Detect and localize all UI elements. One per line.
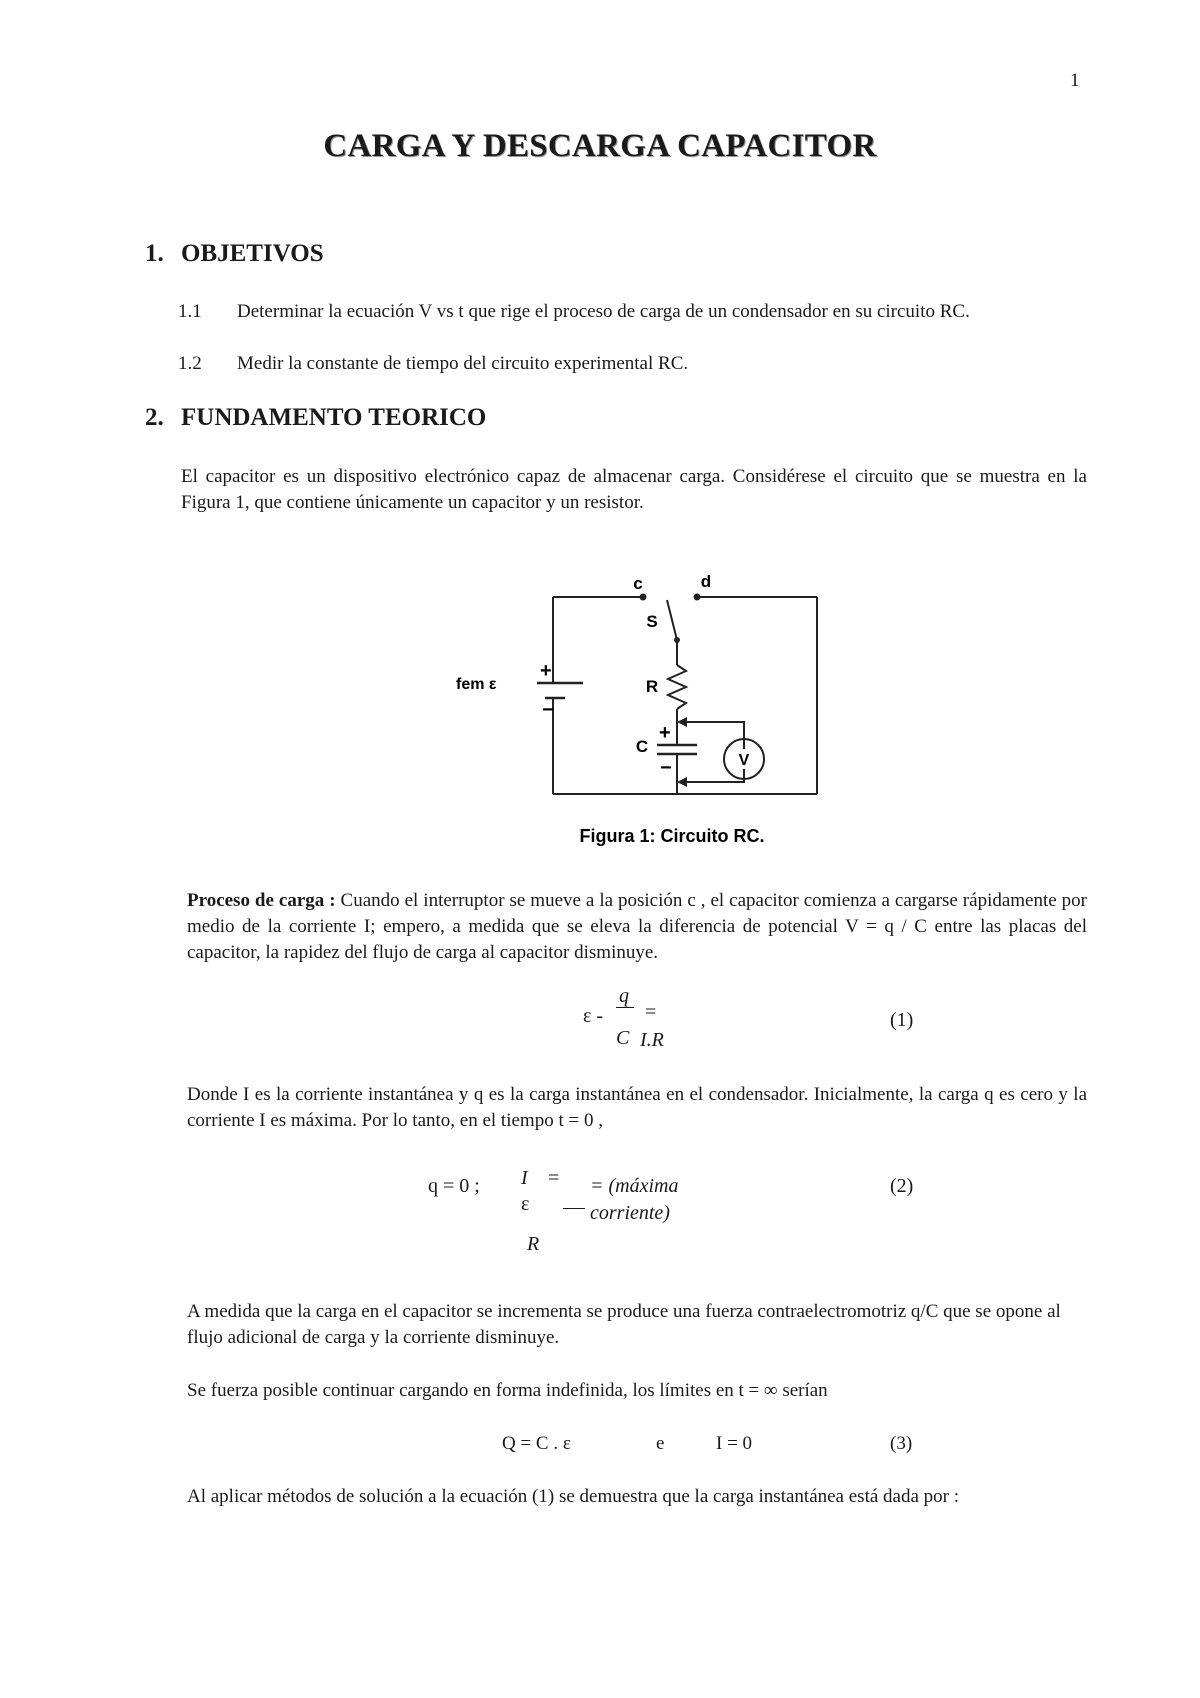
intro-paragraph: El capacitor es un dispositivo electrónico capaz de almacenar carga. Considérese el circuito que se muestra en la Figura 1, que contiene únicamente un capacitor y un resistor. bbox=[181, 466, 1087, 513]
resistor-zigzag bbox=[668, 665, 686, 709]
terminal-c-dot bbox=[640, 594, 647, 601]
arrowhead-bottom bbox=[677, 777, 687, 787]
eq2-epsilon: ε bbox=[521, 1193, 530, 1215]
objective-number: 1.2 bbox=[178, 353, 202, 374]
eq3-left: Q = C . ε bbox=[502, 1433, 571, 1454]
eq2-right-line2: corriente) bbox=[590, 1202, 670, 1224]
eq1-fraction-bar bbox=[616, 1007, 634, 1008]
page-number: 1 bbox=[1070, 70, 1080, 91]
fuerza-paragraph: Se fuerza posible continuar cargando en forma indefinida, los límites en t = ∞ serían bbox=[187, 1380, 828, 1401]
charging-process-label: Proceso de carga : bbox=[187, 890, 336, 911]
terminal-d-dot bbox=[694, 594, 701, 601]
label-r: R bbox=[645, 677, 659, 696]
label-c: c bbox=[633, 574, 643, 593]
eq3-number: (3) bbox=[890, 1433, 913, 1454]
charging-process-paragraph bbox=[187, 888, 1087, 966]
medida-paragraph: A medida que la carga en el capacitor se incrementa se produce una fuerza contraelectromotriz q/C que se opone al flujo adicional de carga y la corriente disminuye. bbox=[187, 1301, 1061, 1348]
switch-blade bbox=[667, 600, 677, 640]
eq2-right-line1: = (máxima bbox=[590, 1175, 679, 1197]
section-2-title: FUNDAMENTO TEORICO bbox=[181, 404, 487, 431]
eq2-current-i: I bbox=[521, 1167, 528, 1189]
eq1-epsilon: ε - bbox=[583, 1005, 604, 1027]
equation-1 bbox=[0, 985, 1200, 1055]
objective-item bbox=[0, 299, 1200, 351]
eq1-numerator-q: q bbox=[619, 985, 629, 1007]
rc-circuit-figure bbox=[440, 555, 840, 855]
objective-text: Medir la constante de tiempo del circuito experimental RC. bbox=[237, 353, 689, 374]
eq3-right: I = 0 bbox=[716, 1433, 753, 1454]
label-battery-minus: − bbox=[542, 699, 554, 721]
label-battery-plus: + bbox=[540, 660, 552, 682]
section-2-heading bbox=[145, 404, 486, 432]
document-title: CARGA Y DESCARGA CAPACITOR bbox=[323, 128, 877, 164]
eq2-number: (2) bbox=[890, 1175, 914, 1197]
charging-process-text: Cuando el interruptor se mueve a la posición c , el capacitor comienza a cargarse rápidamente por medio de la corriente I; empero, a medida que se eleva la diferencia de potencial V = q / C entre las placas del capacitor, la rapidez del flujo de carga al capacitor disminuye. bbox=[187, 890, 1087, 963]
eq1-number: (1) bbox=[890, 1009, 914, 1031]
figure-caption: Figura 1: Circuito RC. bbox=[579, 826, 765, 846]
equation-3 bbox=[0, 1431, 1200, 1461]
objective-item bbox=[0, 351, 1200, 377]
eq1-denominator-c: C bbox=[616, 1027, 630, 1049]
eq1-equals: = bbox=[645, 1001, 657, 1023]
eq2-fraction-bar bbox=[563, 1208, 585, 1209]
section-1-heading bbox=[145, 240, 324, 268]
label-s: S bbox=[646, 612, 658, 631]
eq1-ir: I.R bbox=[640, 1029, 664, 1051]
aplicar-paragraph: Al aplicar métodos de solución a la ecuación (1) se demuestra que la carga instantánea está dada por : bbox=[187, 1486, 960, 1507]
eq2-equals: = bbox=[548, 1167, 560, 1189]
section-2-number: 2. bbox=[145, 404, 164, 431]
voltmeter-label: V bbox=[738, 752, 750, 769]
label-cap-minus: − bbox=[660, 757, 672, 779]
objective-text: Determinar la ecuación V vs t que rige el proceso de carga de un condensador en su circuito RC. bbox=[237, 301, 970, 322]
label-fem: fem ε bbox=[456, 676, 497, 693]
eq3-mid: e bbox=[656, 1433, 665, 1454]
objective-number: 1.1 bbox=[178, 301, 202, 322]
label-cap-plus: + bbox=[659, 722, 671, 744]
eq2-left: q = 0 ; bbox=[428, 1175, 480, 1197]
switch-pivot-dot bbox=[674, 637, 680, 643]
label-capacitor: C bbox=[635, 737, 649, 756]
voltmeter-lead-bottom bbox=[683, 769, 744, 782]
arrowhead-top bbox=[677, 717, 687, 727]
label-d: d bbox=[700, 572, 712, 591]
equation-2 bbox=[0, 1165, 1200, 1260]
donde-paragraph: Donde I es la corriente instantánea y q es la carga instantánea en el condensador. Inicialmente, la carga q es cero y la corriente I es máxima. Por lo tanto, en el tiempo t = 0 , bbox=[187, 1084, 1087, 1131]
eq2-resistance-r: R bbox=[527, 1233, 540, 1255]
section-1-title: OBJETIVOS bbox=[181, 240, 324, 267]
section-1-number: 1. bbox=[145, 240, 164, 267]
